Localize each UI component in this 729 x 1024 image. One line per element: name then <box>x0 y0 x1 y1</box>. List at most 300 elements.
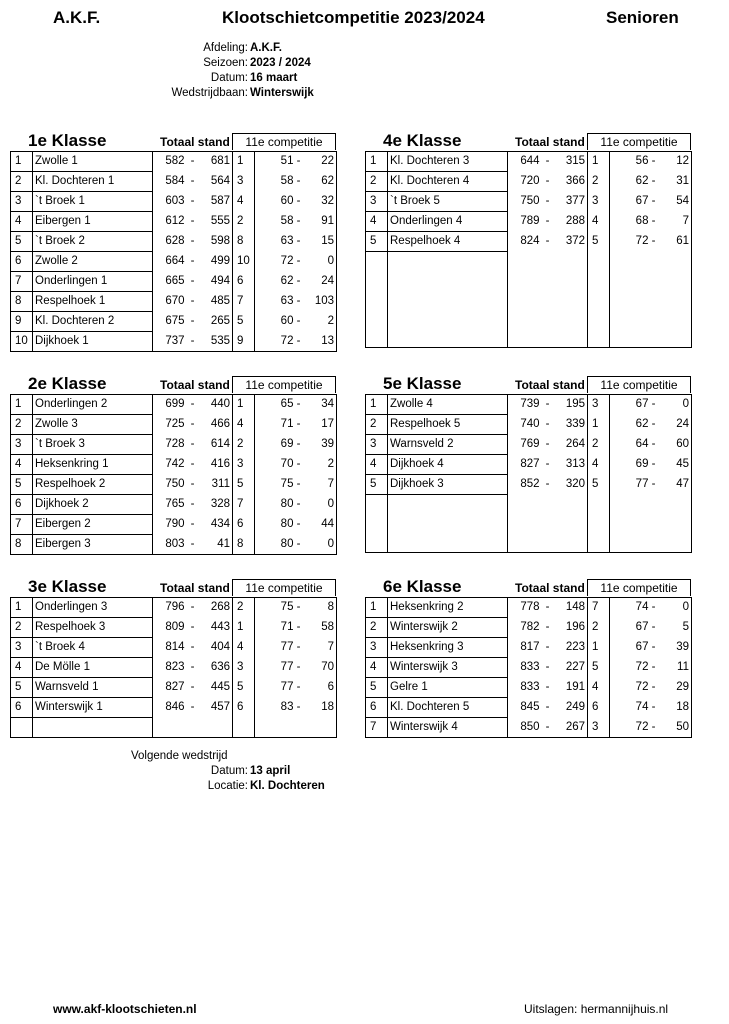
comp-score-a <box>610 252 658 272</box>
comp-score-a: 77 - <box>610 475 658 495</box>
team-name: Onderlingen 3 <box>33 598 153 618</box>
team-position <box>366 533 388 553</box>
score-dash: - <box>190 458 195 470</box>
team-position: 4 <box>11 455 33 475</box>
class-section-3 <box>10 577 337 738</box>
comp-score-b: 5 <box>658 618 692 638</box>
comp-score-b <box>303 718 337 738</box>
comp-rank: 9 <box>233 332 255 352</box>
score-dash: - <box>190 315 195 327</box>
class-title: 3e Klasse <box>28 577 107 596</box>
comp-rank <box>233 718 255 738</box>
comp-score-b: 8 <box>303 598 337 618</box>
total-score-b <box>554 290 588 309</box>
team-position <box>11 718 33 738</box>
team-name: Winterswijk 3 <box>388 658 508 678</box>
comp-rank: 2 <box>233 598 255 618</box>
comp-score-b: 18 <box>658 698 692 718</box>
comp-score-a: 64 - <box>610 435 658 455</box>
team-name: `t Broek 2 <box>33 232 153 252</box>
comp-score-a: 62 - <box>610 415 658 435</box>
table-row <box>366 658 692 678</box>
table-row <box>11 312 337 332</box>
table-row <box>11 192 337 212</box>
total-score-a: 833 <box>508 658 542 678</box>
team-position: 3 <box>11 192 33 212</box>
comp-score-b: 32 <box>303 192 337 212</box>
team-name: Eibergen 3 <box>33 535 153 555</box>
comp-score-a: 71 - <box>255 618 303 638</box>
comp-rank <box>588 309 610 328</box>
team-name: De Mölle 1 <box>33 658 153 678</box>
comp-score-a <box>610 514 658 533</box>
page-title: Klootschietcompetitie 2023/2024 <box>222 8 485 27</box>
comp-score-a: 68 - <box>610 212 658 232</box>
team-position: 2 <box>366 172 388 192</box>
total-score-a: 846 <box>153 698 187 718</box>
total-score-b: 485 <box>199 292 233 312</box>
comp-score-a: 75 - <box>255 475 303 495</box>
total-score-a: 833 <box>508 678 542 698</box>
total-score-b: 191 <box>554 678 588 698</box>
table-row <box>366 152 692 172</box>
total-score-a: 789 <box>508 212 542 232</box>
comp-rank: 1 <box>588 638 610 658</box>
total-score-b: 320 <box>554 475 588 495</box>
comp-score-b <box>658 328 692 348</box>
comp-rank: 10 <box>233 252 255 272</box>
comp-score-b: 45 <box>658 455 692 475</box>
score-dash: - <box>545 478 550 490</box>
class-section-4 <box>365 131 692 348</box>
comp-rank: 1 <box>233 152 255 172</box>
comp-score-b: 15 <box>303 232 337 252</box>
total-score-a: 699 <box>153 395 187 415</box>
total-score-b: 535 <box>199 332 233 352</box>
info-label: Wedstrijdbaan: <box>171 87 248 99</box>
team-name <box>388 514 508 533</box>
info-label: Afdeling: <box>203 42 248 54</box>
team-position <box>366 514 388 533</box>
table-row <box>366 638 692 658</box>
comp-score-a: 72 - <box>255 332 303 352</box>
next-date-label: Datum: <box>210 765 248 777</box>
table-row <box>11 232 337 252</box>
team-name: Kl. Dochteren 5 <box>388 698 508 718</box>
comp-rank: 3 <box>588 192 610 212</box>
comp-rank: 4 <box>588 212 610 232</box>
team-position: 6 <box>11 252 33 272</box>
comp-score-b: 24 <box>303 272 337 292</box>
comp-score-b: 54 <box>658 192 692 212</box>
empty-row <box>366 533 692 553</box>
category-title: Senioren <box>606 8 679 27</box>
score-dash: - <box>545 175 550 187</box>
comp-score-a: 60 - <box>255 192 303 212</box>
team-position: 4 <box>11 212 33 232</box>
comp-score-a: 60 - <box>255 312 303 332</box>
score-dash <box>542 290 554 309</box>
comp-score-b: 24 <box>658 415 692 435</box>
table-row <box>11 332 337 352</box>
header-total-stand: Totaal stand <box>515 135 585 149</box>
comp-score-a: 75 - <box>255 598 303 618</box>
total-score-a: 817 <box>508 638 542 658</box>
standings-table <box>365 151 692 348</box>
score-dash <box>542 309 554 328</box>
team-position: 2 <box>11 415 33 435</box>
comp-rank <box>588 533 610 553</box>
empty-row <box>366 252 692 272</box>
total-score-b: 195 <box>554 395 588 415</box>
info-baan <box>150 86 314 101</box>
total-score-b: 311 <box>199 475 233 495</box>
total-score-a: 612 <box>153 212 187 232</box>
score-dash: - <box>545 418 550 430</box>
team-name: Dijkhoek 3 <box>388 475 508 495</box>
comp-rank: 4 <box>233 415 255 435</box>
table-row <box>366 618 692 638</box>
total-score-b: 315 <box>554 152 588 172</box>
team-name: Zwolle 2 <box>33 252 153 272</box>
comp-score-a <box>255 718 303 738</box>
comp-score-b: 29 <box>658 678 692 698</box>
team-name: Kl. Dochteren 3 <box>388 152 508 172</box>
team-position: 2 <box>11 172 33 192</box>
team-position: 5 <box>11 232 33 252</box>
total-score-b: 440 <box>199 395 233 415</box>
score-dash: - <box>190 601 195 614</box>
team-position <box>366 252 388 272</box>
total-score-b <box>554 328 588 348</box>
comp-score-a <box>610 495 658 515</box>
class-section-2 <box>10 374 337 555</box>
comp-score-a: 70 - <box>255 455 303 475</box>
total-score-b <box>554 514 588 533</box>
info-datum <box>150 71 314 86</box>
header-competitie: 11e competitie <box>587 376 691 393</box>
score-dash: - <box>545 438 550 450</box>
total-score-a: 782 <box>508 618 542 638</box>
total-score-b: 555 <box>199 212 233 232</box>
empty-row <box>366 309 692 328</box>
team-name: `t Broek 5 <box>388 192 508 212</box>
total-score-b <box>554 271 588 290</box>
info-seizoen <box>150 56 314 71</box>
info-block <box>150 41 314 101</box>
header-competitie: 11e competitie <box>587 133 691 150</box>
class-section-6 <box>365 577 692 738</box>
team-position <box>366 271 388 290</box>
total-score-a: 628 <box>153 232 187 252</box>
comp-score-a: 56 - <box>610 152 658 172</box>
comp-score-b <box>658 309 692 328</box>
comp-score-a: 69 - <box>610 455 658 475</box>
table-row <box>11 212 337 232</box>
comp-score-b: 39 <box>303 435 337 455</box>
comp-score-b: 12 <box>658 152 692 172</box>
team-name: `t Broek 1 <box>33 192 153 212</box>
team-name: Warnsveld 1 <box>33 678 153 698</box>
empty-row <box>366 290 692 309</box>
comp-rank: 3 <box>588 718 610 738</box>
total-score-b: 494 <box>199 272 233 292</box>
team-name: Warnsveld 2 <box>388 435 508 455</box>
total-score-a: 796 <box>153 598 187 618</box>
comp-score-a: 63 - <box>255 232 303 252</box>
empty-row <box>366 328 692 348</box>
team-name: Heksenkring 2 <box>388 598 508 618</box>
team-position: 2 <box>11 618 33 638</box>
comp-rank: 5 <box>233 312 255 332</box>
team-position: 3 <box>366 435 388 455</box>
comp-score-a: 67 - <box>610 618 658 638</box>
comp-rank <box>588 514 610 533</box>
score-dash: - <box>545 398 550 411</box>
total-score-b: 445 <box>199 678 233 698</box>
score-dash: - <box>190 681 195 693</box>
total-score-a <box>508 309 542 328</box>
standings-table <box>10 394 337 555</box>
comp-rank: 6 <box>233 698 255 718</box>
total-score-a: 850 <box>508 718 542 738</box>
score-dash: - <box>545 155 550 168</box>
comp-score-b: 22 <box>303 152 337 172</box>
comp-rank <box>588 271 610 290</box>
comp-score-b <box>658 252 692 272</box>
total-score-b <box>554 252 588 272</box>
total-score-a: 827 <box>508 455 542 475</box>
table-row <box>11 598 337 618</box>
total-score-a: 584 <box>153 172 187 192</box>
team-name: Respelhoek 5 <box>388 415 508 435</box>
team-position <box>366 328 388 348</box>
comp-score-b: 7 <box>303 638 337 658</box>
comp-score-b: 0 <box>303 252 337 272</box>
team-position: 8 <box>11 292 33 312</box>
comp-score-a <box>610 328 658 348</box>
team-position: 4 <box>366 658 388 678</box>
team-position: 7 <box>366 718 388 738</box>
comp-score-a: 71 - <box>255 415 303 435</box>
team-position: 7 <box>11 272 33 292</box>
team-position <box>366 290 388 309</box>
total-score-a <box>508 328 542 348</box>
comp-score-a: 63 - <box>255 292 303 312</box>
comp-score-a: 67 - <box>610 395 658 415</box>
score-dash: - <box>545 621 550 633</box>
info-value: A.K.F. <box>250 42 282 54</box>
table-row <box>11 535 337 555</box>
team-position: 1 <box>11 598 33 618</box>
table-row <box>366 415 692 435</box>
class-title: 1e Klasse <box>28 131 107 150</box>
total-score-b <box>554 495 588 515</box>
total-score-a: 852 <box>508 475 542 495</box>
class-title: 4e Klasse <box>383 131 462 150</box>
team-name: Zwolle 4 <box>388 395 508 415</box>
team-name <box>388 271 508 290</box>
class-title: 5e Klasse <box>383 374 462 393</box>
total-score-a: 670 <box>153 292 187 312</box>
team-name: Heksenkring 1 <box>33 455 153 475</box>
team-position: 1 <box>11 395 33 415</box>
total-score-a: 603 <box>153 192 187 212</box>
total-score-b: 466 <box>199 415 233 435</box>
empty-row <box>366 495 692 515</box>
next-location-value: Kl. Dochteren <box>250 780 325 792</box>
comp-rank: 1 <box>588 152 610 172</box>
total-score-b: 614 <box>199 435 233 455</box>
total-score-b: 636 <box>199 658 233 678</box>
class-section-5 <box>365 374 692 553</box>
score-dash: - <box>190 215 195 227</box>
comp-score-b: 61 <box>658 232 692 252</box>
total-score-b: 265 <box>199 312 233 332</box>
table-row <box>11 678 337 698</box>
team-position: 3 <box>366 638 388 658</box>
comp-rank: 1 <box>233 618 255 638</box>
comp-rank <box>588 328 610 348</box>
comp-rank: 5 <box>233 678 255 698</box>
comp-score-b <box>658 514 692 533</box>
team-name <box>388 252 508 272</box>
comp-rank: 3 <box>233 172 255 192</box>
team-name: Eibergen 1 <box>33 212 153 232</box>
team-position <box>366 309 388 328</box>
comp-rank: 1 <box>588 415 610 435</box>
total-score-b: 372 <box>554 232 588 252</box>
comp-rank: 4 <box>588 455 610 475</box>
table-row <box>11 415 337 435</box>
comp-score-a <box>610 309 658 328</box>
team-position: 9 <box>11 312 33 332</box>
info-value: Winterswijk <box>250 87 314 99</box>
team-name: Kl. Dochteren 4 <box>388 172 508 192</box>
table-row <box>11 658 337 678</box>
next-location-label: Locatie: <box>207 780 248 792</box>
score-dash <box>542 533 554 553</box>
table-row <box>11 252 337 272</box>
comp-score-a: 62 - <box>255 272 303 292</box>
total-score-a: 728 <box>153 435 187 455</box>
total-score-a: 725 <box>153 415 187 435</box>
score-dash: - <box>545 235 550 247</box>
total-score-b: 148 <box>554 598 588 618</box>
header-total-stand: Totaal stand <box>160 581 230 595</box>
comp-score-a <box>610 533 658 553</box>
score-dash: - <box>190 478 195 490</box>
team-name: Heksenkring 3 <box>388 638 508 658</box>
comp-score-b: 58 <box>303 618 337 638</box>
score-dash: - <box>190 661 195 673</box>
header-competitie: 11e competitie <box>587 579 691 596</box>
comp-rank: 3 <box>233 658 255 678</box>
total-score-a: 845 <box>508 698 542 718</box>
comp-rank: 2 <box>588 435 610 455</box>
info-value: 16 maart <box>250 72 298 84</box>
table-row <box>366 698 692 718</box>
total-score-a: 809 <box>153 618 187 638</box>
comp-score-a: 80 - <box>255 535 303 555</box>
comp-score-a <box>610 290 658 309</box>
total-score-b: 564 <box>199 172 233 192</box>
comp-score-b: 62 <box>303 172 337 192</box>
comp-score-b: 44 <box>303 515 337 535</box>
score-dash: - <box>545 701 550 713</box>
comp-score-a: 83 - <box>255 698 303 718</box>
score-dash: - <box>190 334 195 347</box>
total-score-b: 404 <box>199 638 233 658</box>
comp-rank: 7 <box>233 495 255 515</box>
comp-score-b: 7 <box>658 212 692 232</box>
footer-results[interactable]: Uitslagen: hermannijhuis.nl <box>524 1002 669 1016</box>
comp-score-a: 69 - <box>255 435 303 455</box>
team-name: Dijkhoek 2 <box>33 495 153 515</box>
total-score-a: 750 <box>508 192 542 212</box>
total-score-a: 823 <box>153 658 187 678</box>
team-position: 7 <box>11 515 33 535</box>
team-name: `t Broek 4 <box>33 638 153 658</box>
team-position <box>366 495 388 515</box>
comp-score-a: 77 - <box>255 658 303 678</box>
total-score-a: 803 <box>153 535 187 555</box>
comp-score-b: 7 <box>303 475 337 495</box>
comp-score-b: 2 <box>303 312 337 332</box>
footer-website[interactable]: www.akf-klootschieten.nl <box>53 1002 197 1016</box>
total-score-a: 739 <box>508 395 542 415</box>
comp-score-b: 6 <box>303 678 337 698</box>
info-label: Datum: <box>210 72 248 84</box>
team-position: 1 <box>366 598 388 618</box>
standings-table <box>10 597 337 738</box>
comp-score-a: 72 - <box>610 658 658 678</box>
score-dash: - <box>190 235 195 247</box>
team-name: Dijkhoek 4 <box>388 455 508 475</box>
comp-score-b <box>658 495 692 515</box>
comp-rank: 2 <box>588 172 610 192</box>
table-row <box>366 435 692 455</box>
team-name: Kl. Dochteren 1 <box>33 172 153 192</box>
table-row <box>11 292 337 312</box>
team-name <box>388 328 508 348</box>
score-dash: - <box>545 681 550 693</box>
team-name: Dijkhoek 1 <box>33 332 153 352</box>
comp-rank: 6 <box>588 698 610 718</box>
empty-row <box>366 514 692 533</box>
info-afdeling <box>150 41 314 56</box>
total-score-b: 598 <box>199 232 233 252</box>
team-position: 4 <box>11 658 33 678</box>
table-row <box>11 152 337 172</box>
next-match <box>131 749 325 794</box>
comp-rank: 8 <box>233 232 255 252</box>
score-dash: - <box>545 195 550 207</box>
total-score-a <box>508 514 542 533</box>
score-dash <box>187 718 199 738</box>
score-dash: - <box>545 720 550 733</box>
table-row <box>11 515 337 535</box>
comp-rank: 2 <box>233 435 255 455</box>
team-name: Onderlingen 4 <box>388 212 508 232</box>
team-position: 5 <box>366 678 388 698</box>
team-position: 5 <box>366 232 388 252</box>
comp-score-b: 18 <box>303 698 337 718</box>
info-value: 2023 / 2024 <box>250 57 311 69</box>
team-name: Winterswijk 4 <box>388 718 508 738</box>
total-score-a: 675 <box>153 312 187 332</box>
team-name: Respelhoek 4 <box>388 232 508 252</box>
